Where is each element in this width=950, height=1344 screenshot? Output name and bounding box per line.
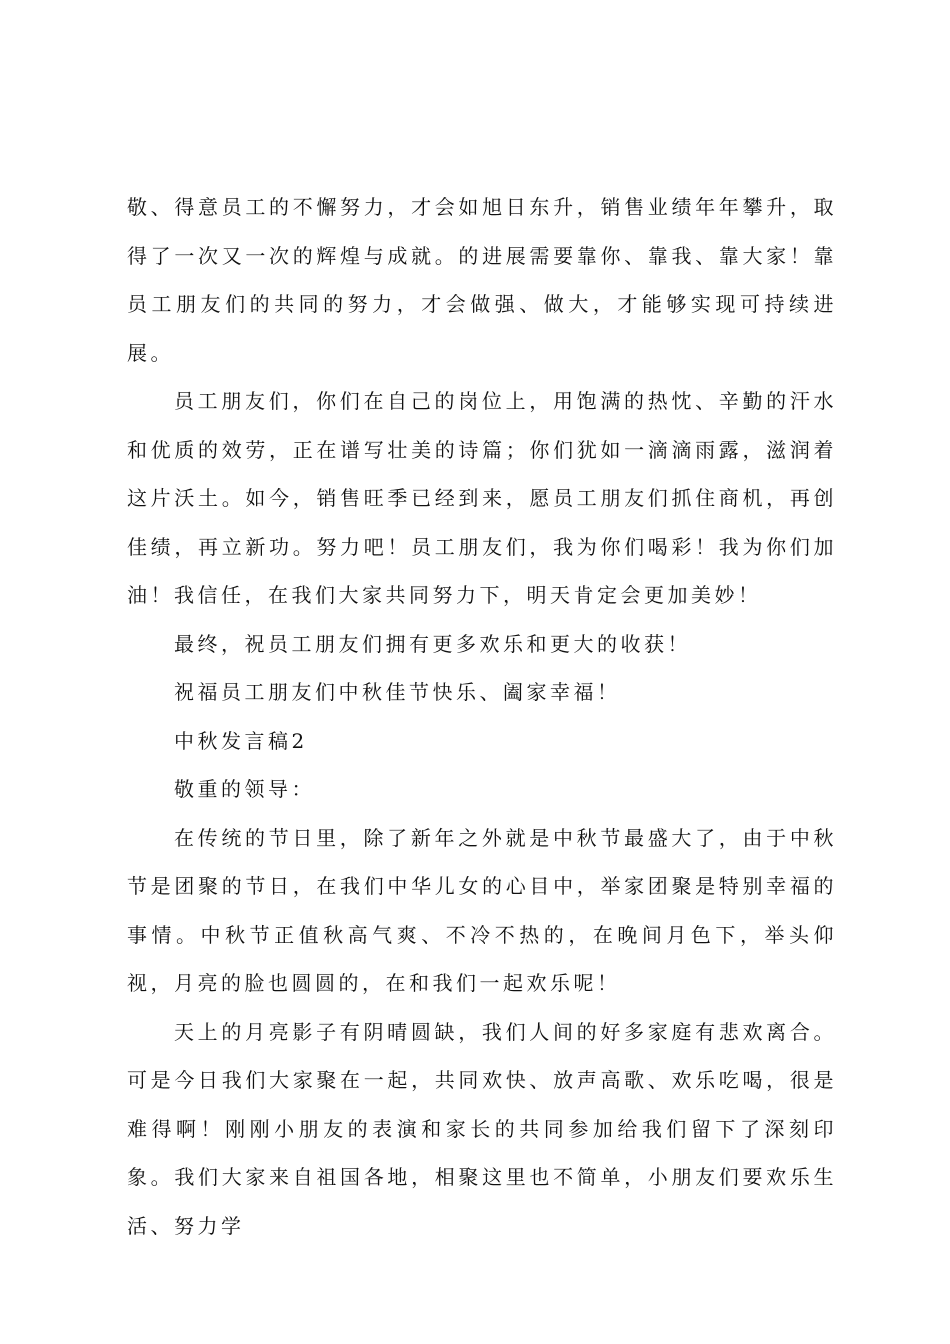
paragraph-1: 敬、得意员工的不懈努力，才会如旭日东升，销售业绩年年攀升，取得了一次又一次的辉煌与成就。的进展需要靠你、靠我、靠大家！靠员工朋友们的共同的努力，才会做强、做大，才能够实现可持续进展。 (127, 195, 837, 365)
paragraph-6: 天上的月亮影子有阴晴圆缺，我们人间的好多家庭有悲欢离合。可是今日我们大家聚在一起，共同欢快、放声高歌、欢乐吃喝，很是难得啊！刚刚小朋友的表演和家长的共同参加给我们留下了深刻印象。我们大家来自祖国各地，相聚这里也不简单，小朋友们要欢乐生活、努力学 (127, 1019, 837, 1238)
paragraph-4: 祝福员工朋友们中秋佳节快乐、阖家幸福！ (174, 680, 621, 704)
paragraph-3: 最终，祝员工朋友们拥有更多欢乐和更大的收获！ (174, 631, 691, 656)
paragraph-2: 员工朋友们，你们在自己的岗位上，用饱满的热忱、辛勤的汗水和优质的效劳，正在谱写壮美的诗篇；你们犹如一滴滴雨露，滋润着这片沃土。如今，销售旺季已经到来，愿员工朋友们抓住商机，再创佳绩，再立新功。努力吧！员工朋友们，我为你们喝彩！我为你们加油！我信任，在我们大家共同努力下，明天肯定会更加美妙！ (127, 389, 837, 607)
paragraph-5: 在传统的节日里，除了新年之外就是中秋节最盛大了，由于中秋节是团聚的节日，在我们中华儿女的心目中，举家团聚是特别幸福的事情。中秋节正值秋高气爽、不冷不热的，在晚间月色下，举头仰视，月亮的脸也圆圆的，在和我们一起欢乐呢！ (127, 825, 837, 995)
section-heading: 中秋发言稿2 (174, 728, 308, 753)
document-body (127, 183, 837, 1250)
salutation: 敬重的领导： (174, 777, 315, 801)
